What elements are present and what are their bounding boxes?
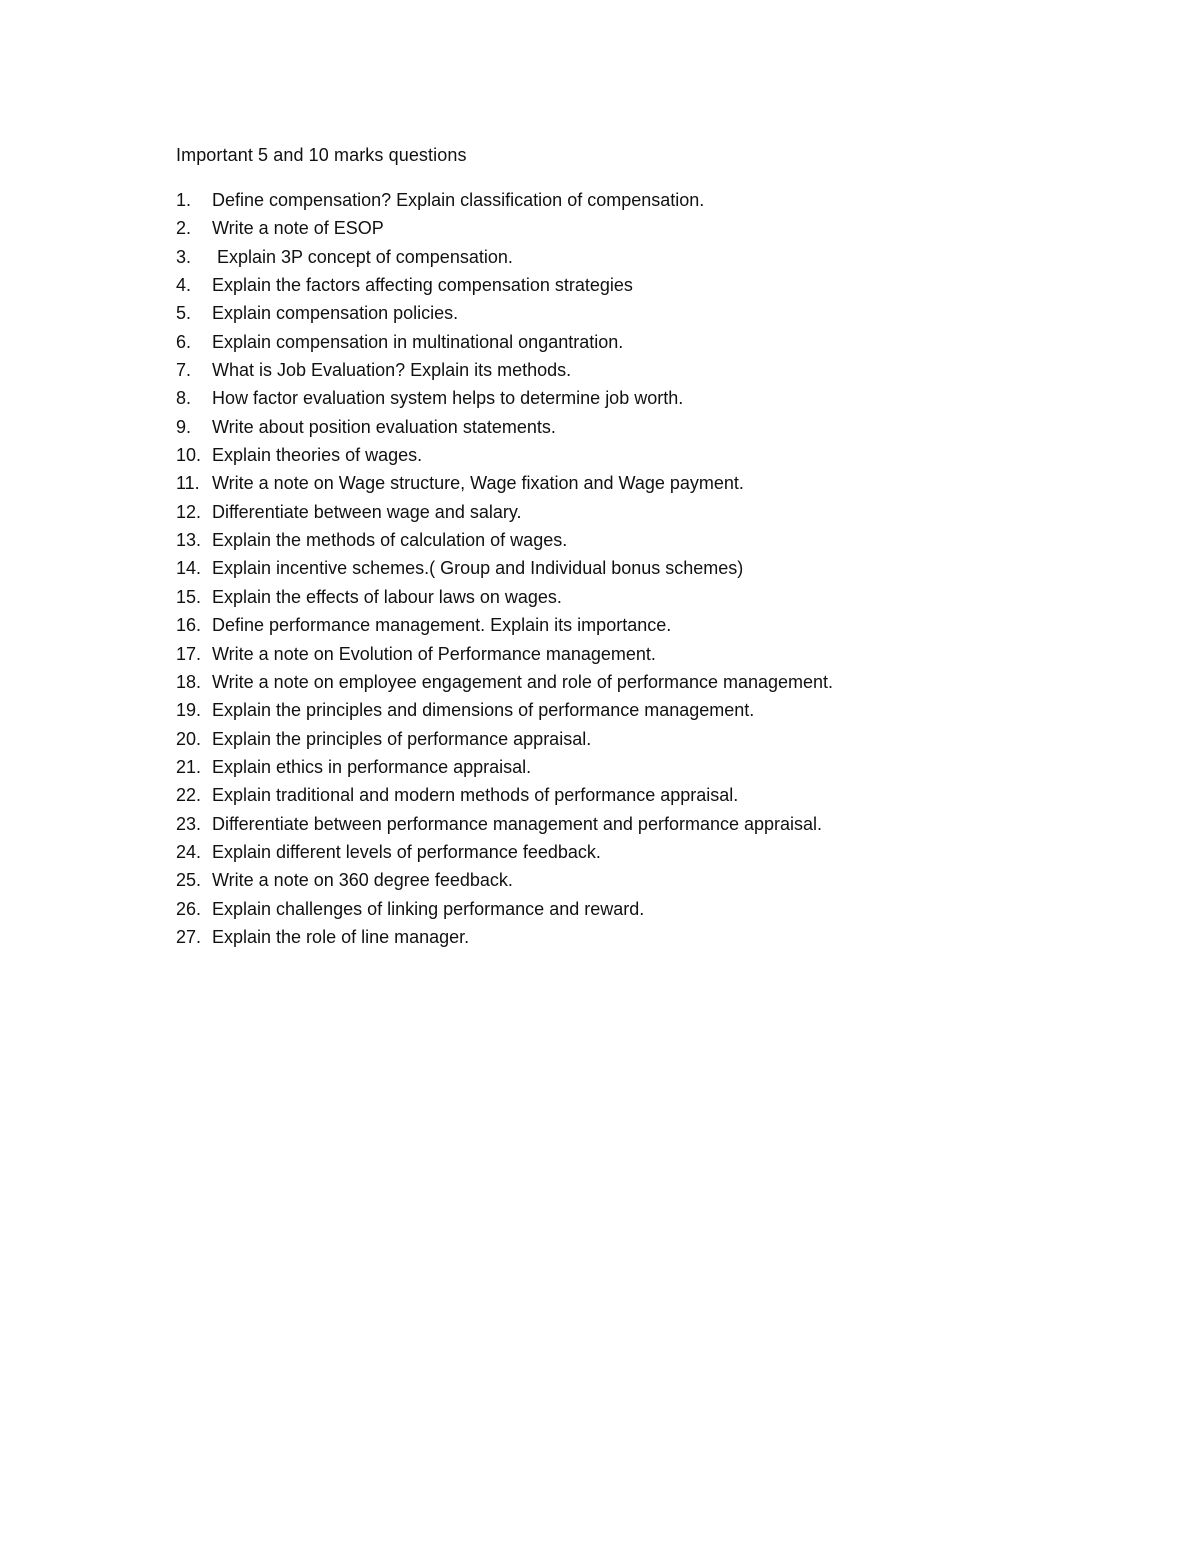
question-number: 16.	[176, 615, 202, 636]
question-item	[176, 554, 1156, 582]
question-number: 21.	[176, 756, 202, 777]
question-number: 19.	[176, 700, 202, 721]
question-item	[176, 810, 1156, 838]
question-item	[176, 725, 1156, 753]
question-text: Differentiate between wage and salary.	[212, 501, 522, 522]
question-item	[176, 923, 1156, 951]
question-number: 10.	[176, 445, 202, 466]
question-text: Explain compensation policies.	[212, 303, 459, 324]
question-text: Explain compensation in multinational ongantration.	[212, 331, 624, 352]
question-number: 20.	[176, 728, 202, 749]
question-item	[176, 866, 1156, 894]
question-text: Explain the principles and dimensions of performance management.	[212, 700, 755, 721]
question-text: Explain different levels of performance feedback.	[212, 841, 601, 862]
question-item	[176, 384, 1156, 412]
question-item	[176, 271, 1156, 299]
question-item	[176, 895, 1156, 923]
question-number: 8.	[176, 388, 192, 409]
question-text: Explain 3P concept of compensation.	[212, 246, 513, 267]
question-number: 22.	[176, 785, 202, 806]
question-number: 7.	[176, 360, 192, 381]
question-text: Write a note on Wage structure, Wage fixation and Wage payment.	[212, 473, 744, 494]
question-text: Write a note of ESOP	[212, 218, 384, 239]
question-number: 26.	[176, 898, 202, 919]
question-number: 25.	[176, 870, 202, 891]
question-text: Define performance management. Explain its importance.	[212, 615, 672, 636]
question-text: Write a note on 360 degree feedback.	[212, 870, 513, 891]
question-item	[176, 299, 1156, 327]
question-item	[176, 668, 1156, 696]
question-number: 5.	[176, 303, 192, 324]
question-text: Define compensation? Explain classification of compensation.	[212, 190, 705, 210]
question-item	[176, 469, 1156, 497]
question-number: 3.	[176, 246, 192, 267]
question-text: How factor evaluation system helps to determine job worth.	[212, 388, 684, 409]
question-item	[176, 186, 1156, 214]
question-text: Explain the principles of performance appraisal.	[212, 728, 592, 749]
question-text: Explain challenges of linking performance and reward.	[212, 898, 645, 919]
question-item	[176, 583, 1156, 611]
question-number: 14.	[176, 558, 202, 579]
question-text: Differentiate between performance management and performance appraisal.	[212, 813, 823, 834]
question-text: Write about position evaluation statements.	[212, 416, 556, 437]
question-item	[176, 356, 1156, 384]
question-text: Explain incentive schemes.( Group and Individual bonus schemes)	[212, 558, 744, 579]
question-text: Explain ethics in performance appraisal.	[212, 756, 532, 777]
question-item	[176, 441, 1156, 469]
question-item	[176, 838, 1156, 866]
question-item	[176, 696, 1156, 724]
question-number: 18.	[176, 671, 202, 692]
question-text: Explain traditional and modern methods of performance appraisal.	[212, 785, 739, 806]
question-number: 12.	[176, 501, 202, 522]
question-item	[176, 243, 1156, 271]
question-item	[176, 611, 1156, 639]
question-number: 23.	[176, 813, 202, 834]
question-number: 11.	[176, 473, 200, 494]
question-item	[176, 498, 1156, 526]
question-number: 1.	[176, 190, 192, 210]
question-text: Explain theories of wages.	[212, 445, 423, 466]
question-text: Explain the factors affecting compensation strategies	[212, 275, 633, 296]
question-item	[176, 781, 1156, 809]
question-number: 15.	[176, 586, 202, 607]
question-text: Write a note on employee engagement and role of performance management.	[212, 671, 834, 692]
question-number: 24.	[176, 841, 202, 862]
question-item	[176, 526, 1156, 554]
question-number: 27.	[176, 926, 202, 947]
document-title: Important 5 and 10 marks questions	[176, 145, 467, 165]
question-text: Explain the role of line manager.	[212, 926, 470, 947]
question-item	[176, 413, 1156, 441]
question-text: Explain the effects of labour laws on wages.	[212, 586, 562, 607]
question-number: 4.	[176, 275, 192, 296]
question-item	[176, 640, 1156, 668]
question-text: What is Job Evaluation? Explain its methods.	[212, 360, 572, 381]
question-list	[176, 186, 1156, 951]
question-item	[176, 753, 1156, 781]
question-number: 2.	[176, 218, 192, 239]
question-number: 13.	[176, 530, 202, 551]
question-text: Explain the methods of calculation of wages.	[212, 530, 568, 551]
question-item	[176, 328, 1156, 356]
question-number: 17.	[176, 643, 202, 664]
question-item	[176, 214, 1156, 242]
question-text: Write a note on Evolution of Performance management.	[212, 643, 656, 664]
question-number: 6.	[176, 331, 192, 352]
question-number: 9.	[176, 416, 192, 437]
